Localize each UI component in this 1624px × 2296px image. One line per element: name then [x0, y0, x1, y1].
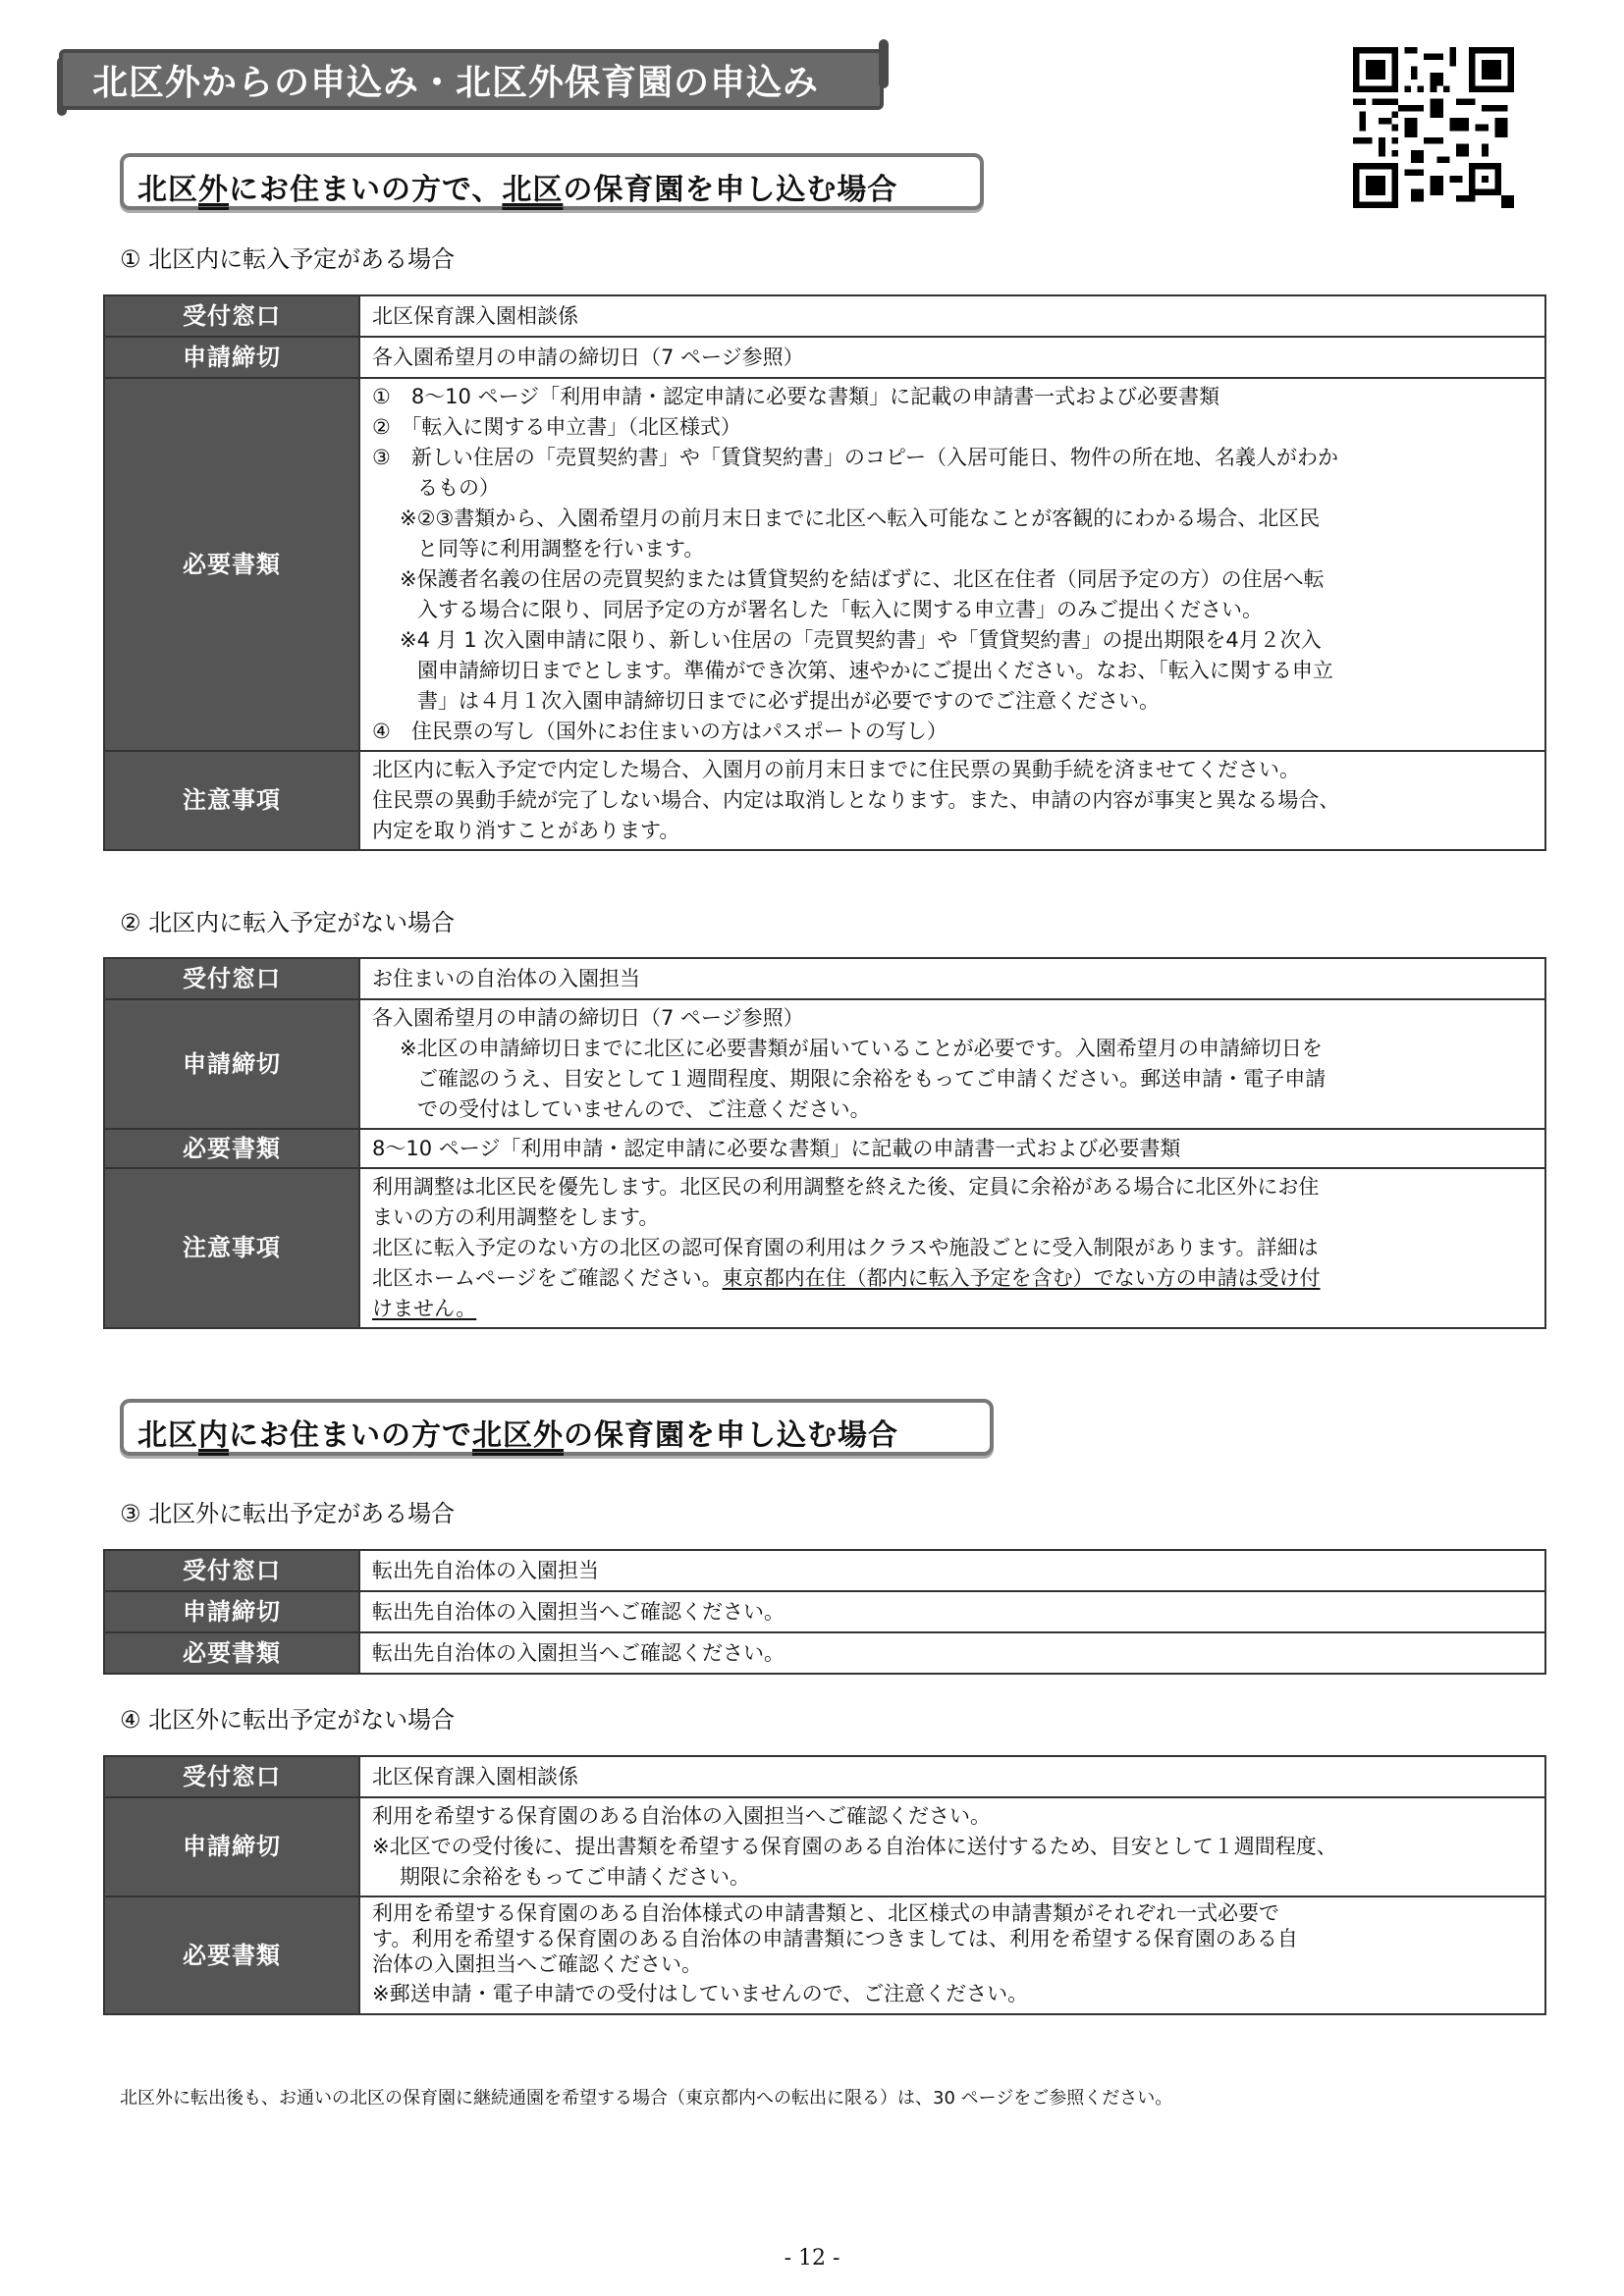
content-line: す。利用を希望する保育園のある自治体の申請書類につきましては、利用を希望する保育園のある自	[372, 1927, 1298, 1950]
heading-emphasis: 北区	[502, 173, 564, 207]
case4-table	[103, 1755, 1546, 2015]
table-row	[104, 1550, 1545, 1591]
case-title-3: ③ 北区外に転出予定がある場合	[120, 1500, 456, 1527]
table-row	[104, 751, 1545, 850]
heading-part: にお住まいの方で、	[229, 173, 503, 207]
table-row	[104, 999, 1545, 1129]
content-line: と同等に利用調整を行います。	[417, 537, 705, 561]
table-row	[104, 1632, 1545, 1674]
content-line: 北区保育課入園相談係	[372, 303, 578, 328]
content-line	[372, 1263, 1533, 1294]
row-label: 必要書類	[104, 378, 359, 751]
content-line: るもの）	[417, 476, 500, 500]
table-row	[104, 1168, 1545, 1328]
content-line: ④ 住民票の写し（国外にお住まいの方はパスポートの写し）	[372, 720, 947, 743]
row-label: 受付窓口	[104, 295, 359, 337]
table-row	[104, 337, 1545, 378]
footnote: 北区外に転出後も、お通いの北区の保育園に継続通園を希望する場合（東京都内への転出に限る）は、30 ページをご参照ください。	[120, 2088, 1173, 2109]
row-content	[359, 1632, 1545, 1674]
row-label: 受付窓口	[104, 1756, 359, 1797]
row-content	[359, 1896, 1545, 2014]
table-row	[104, 1756, 1545, 1797]
content-line: まいの方の利用調整をします。	[372, 1205, 660, 1229]
table-row	[104, 1797, 1545, 1896]
heading-emphasis: 内	[198, 1418, 229, 1453]
row-label: 申請締切	[104, 337, 359, 378]
row-content	[359, 1797, 1545, 1896]
case3-table	[103, 1549, 1546, 1675]
content-line: ご確認のうえ、目安として１週間程度、期限に余裕をもってご申請ください。郵送申請・電子申請	[417, 1067, 1326, 1091]
table-row	[104, 378, 1545, 751]
content-line: ※郵送申請・電子申請での受付はしていませんので、ご注意ください。	[372, 1982, 1029, 2005]
row-label: 注意事項	[104, 751, 359, 850]
row-content	[359, 1550, 1545, 1591]
heading-part: の保育園を申し込む場合	[563, 173, 898, 207]
page-banner	[59, 39, 889, 112]
row-label: 申請締切	[104, 1591, 359, 1632]
row-content	[359, 999, 1545, 1129]
row-label: 受付窓口	[104, 1550, 359, 1591]
row-label: 注意事項	[104, 1168, 359, 1328]
page-number: - 12 -	[784, 2246, 840, 2270]
row-label: 受付窓口	[104, 958, 359, 999]
content-line: 期限に余裕をもってご申請ください。	[400, 1865, 750, 1889]
content-line: ※②③書類から、入園希望月の前月末日までに北区へ転入可能なことが客観的にわかる場合、北区民	[400, 507, 1321, 530]
page-title: 北区外からの申込み・北区外保育園の申込み	[92, 63, 820, 103]
row-label: 申請締切	[104, 999, 359, 1129]
content-line: 住民票の異動手続が完了しない場合、内定は取消しとなります。また、申請の内容が事実と異なる場合、	[372, 788, 1340, 812]
table-row	[104, 1591, 1545, 1632]
table-row	[104, 295, 1545, 337]
case-title-4: ④ 北区外に転出予定がない場合	[120, 1706, 456, 1734]
table-row	[104, 1129, 1545, 1168]
content-line: 治体の入園担当へご確認ください。	[372, 1952, 702, 1976]
content-line: 内定を取り消すことがあります。	[372, 819, 680, 842]
row-label: 申請締切	[104, 1797, 359, 1896]
heading-part: にお住まいの方で	[229, 1418, 472, 1453]
content-line: 園申請締切日までとします。準備ができ次第、速やかにご提出ください。なお、「転入に関する申立	[417, 659, 1333, 682]
content-line: 書」は４月１次入園申請締切日までに必ず提出が必要ですのでご注意ください。	[417, 689, 1160, 713]
content-line: 利用調整は北区民を優先します。北区民の利用調整を終えた後、定員に余裕がある場合に北区外にお住	[372, 1175, 1320, 1199]
underlined-notice: 東京都内在住（都内に転入予定を含む）でない方の申請は受け付	[722, 1266, 1321, 1290]
content-line: 利用を希望する保育園のある自治体様式の申請書類と、北区様式の申請書類がそれぞれ一式必要で	[372, 1901, 1279, 1925]
heading-emphasis: 北区外	[472, 1418, 564, 1453]
content-line: ※保護者名義の住居の売買契約または賃貸契約を結ばずに、北区在住者（同居予定の方）の住居へ転	[400, 567, 1325, 591]
table-row	[104, 1896, 1545, 2014]
case2-table	[103, 957, 1546, 1329]
content-line: 転出先自治体の入園担当へご確認ください。	[372, 1599, 785, 1624]
case-title-1: ① 北区内に転入予定がある場合	[120, 245, 456, 273]
section-heading-inside-residents	[120, 1399, 994, 1456]
content-line: 8〜10 ページ「利用申請・認定申請に必要な書類」に記載の申請書一式および必要書類	[372, 1136, 1181, 1160]
row-content	[359, 1756, 1545, 1797]
row-label: 必要書類	[104, 1129, 359, 1168]
case1-table	[103, 294, 1546, 851]
row-content	[359, 295, 1545, 337]
content-line: 転出先自治体の入園担当	[372, 1558, 599, 1582]
content-line: お住まいの自治体の入園担当	[372, 966, 640, 990]
row-content	[359, 958, 1545, 999]
row-content	[359, 1591, 1545, 1632]
row-content	[359, 337, 1545, 378]
heading-part: の保育園を申し込む場合	[564, 1418, 898, 1453]
content-line: 北区保育課入園相談係	[372, 1764, 578, 1789]
content-line: 利用を希望する保育園のある自治体の入園担当へご確認ください。	[372, 1804, 991, 1828]
row-content	[359, 1168, 1545, 1328]
qr-code-icon[interactable]	[1353, 47, 1514, 208]
content-line: 各入園希望月の申請の締切日（7 ページ参照）	[372, 345, 804, 369]
content-line: 転出先自治体の入園担当へご確認ください。	[372, 1640, 785, 1665]
section-heading-outside-residents	[120, 153, 984, 210]
row-content	[359, 751, 1545, 850]
heading-part: 北区	[137, 173, 198, 207]
qr-code-graphic	[1353, 47, 1514, 208]
content-text: 北区ホームページをご確認ください。	[372, 1266, 723, 1290]
row-content	[359, 378, 1545, 751]
content-line: 北区に転入予定のない方の北区の認可保育園の利用はクラスや施設ごとに受入制限があります。詳細は	[372, 1236, 1319, 1259]
content-line: ※4 月 1 次入園申請に限り、新しい住居の「売買契約書」や「賃貸契約書」の提出期限を4月２次入	[400, 628, 1322, 652]
table-row	[104, 958, 1545, 999]
content-line: ② 「転入に関する申立書」（北区様式）	[372, 415, 741, 439]
heading-part: 北区	[137, 1418, 198, 1453]
content-line: 入する場合に限り、同居予定の方が署名した「転入に関する申立書」のみご提出ください。	[417, 598, 1263, 621]
row-label: 必要書類	[104, 1896, 359, 2014]
case-title-2: ② 北区内に転入予定がない場合	[120, 909, 456, 936]
row-content	[359, 1129, 1545, 1168]
content-line: ① 8〜10 ページ「利用申請・認定申請に必要な書類」に記載の申請書一式および必要書類	[372, 385, 1220, 408]
content-line: 北区内に転入予定で内定した場合、入園月の前月末日までに住民票の異動手続を済ませてください。	[372, 758, 1300, 781]
banner-curl-right	[879, 39, 889, 88]
content-line: での受付はしていませんので、ご注意ください。	[417, 1097, 871, 1121]
underlined-notice: けません。	[372, 1297, 477, 1320]
row-label: 必要書類	[104, 1632, 359, 1674]
heading-emphasis: 外	[198, 173, 229, 207]
content-line: ※北区での受付後に、提出書類を希望する保育園のある自治体に送付するため、目安として１週間程度、	[372, 1835, 1337, 1858]
content-line: ③ 新しい住居の「売買契約書」や「賃貸契約書」のコピー（入居可能日、物件の所在地、名義人がわか	[372, 446, 1338, 469]
content-line: 各入園希望月の申請の締切日（7 ページ参照）	[372, 1006, 804, 1030]
content-line: ※北区の申請締切日までに北区に必要書類が届いていることが必要です。入園希望月の申請締切日を	[400, 1037, 1323, 1060]
